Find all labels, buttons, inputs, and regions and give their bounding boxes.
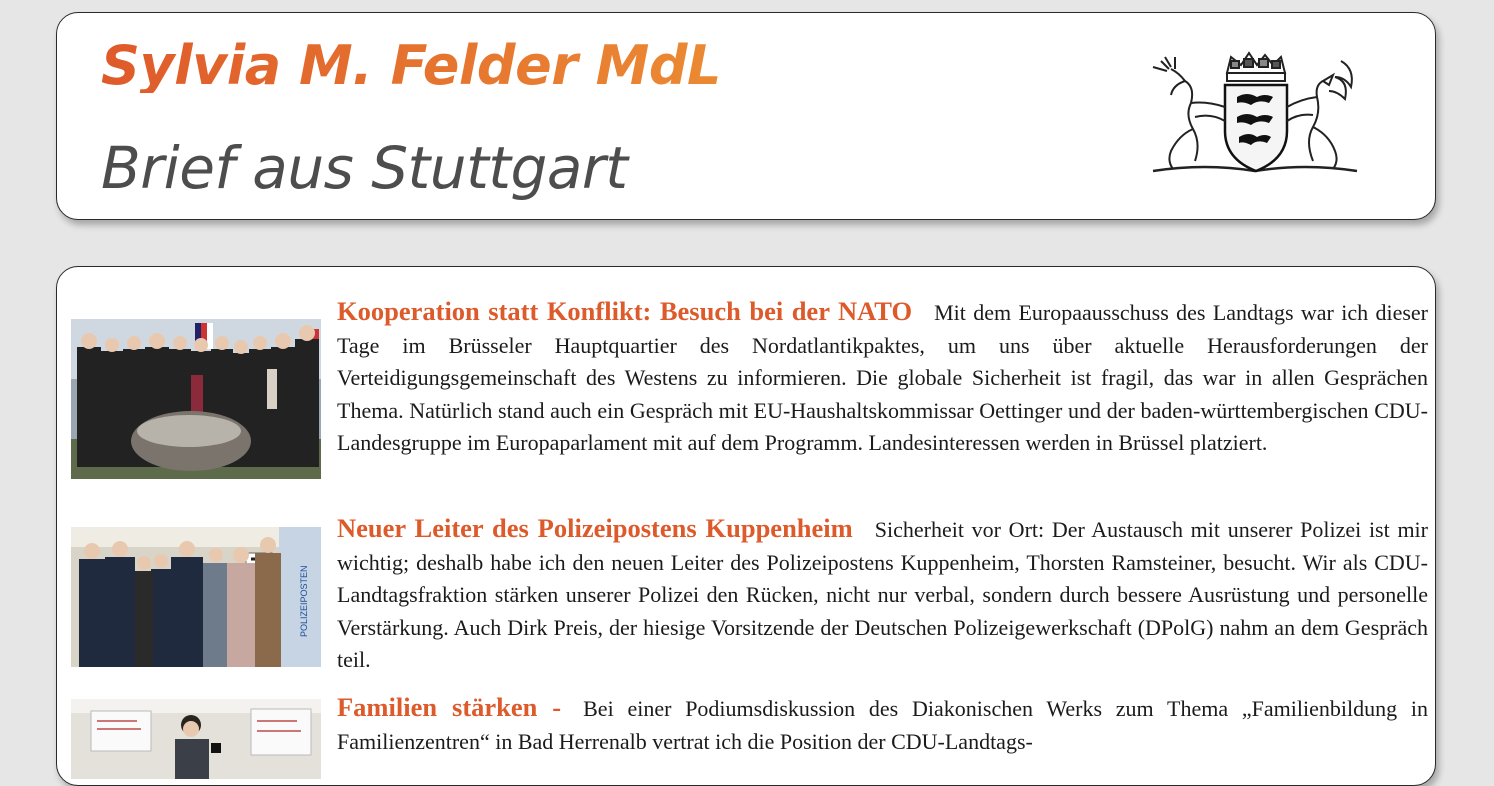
police-station-photo (71, 527, 321, 667)
article-headline: Familien stärken - (337, 692, 562, 722)
nato-group-photo (71, 319, 321, 479)
article-headline: Neuer Leiter des Polizeipostens Kuppenheim (337, 513, 853, 543)
article-headline: Kooperation statt Konflikt: Besuch bei der NATO (337, 296, 913, 326)
newsletter-body (56, 266, 1436, 786)
article-body: Mit dem Europaausschuss des Landtags war ich dieser Tage im Brüsseler Hauptquartier des Nordatlantikpaktes, um uns über aktuelle Herausforderungen der Verteidigungsgemeinschaft des Westens zu informieren. Die globale Sicherheit ist fragil, das war in allen Gesprächen Thema. Natürlich stand auch ein Gespräch mit EU-Haushaltskommissar Oettinger und der baden-württembergischen CDU-Landesgruppe im Europaparlament mit auf dem Programm. Landesinteressen werden in Brüssel platziert. (337, 300, 1428, 455)
article-body: Sicherheit vor Ort: Der Austausch mit unserer Polizei ist mir wichtig; deshalb habe ich den neuen Leiter des Polizeipostens Kuppenheim, Thorsten Ramsteiner, besucht. Wir als CDU-Landtagsfraktion stärken unserer Polizei den Rücken, nicht nur verbal, sondern durch bessere Ausrüstung und personelle Verstärkung. Auch Dirk Preis, der hiesige Vorsitzende der Deutschen Polizeigewerkschaft (DPolG) nahm an dem Gespräch teil. (337, 517, 1428, 672)
article-text (337, 691, 1428, 758)
police-sign-text: POLIZEIPOSTEN (299, 565, 309, 637)
article-text (337, 295, 1428, 460)
author-name: Sylvia M. Felder MdL (101, 34, 721, 97)
article-text (337, 512, 1428, 677)
letter-header (56, 12, 1436, 220)
podium-discussion-photo (71, 699, 321, 779)
state-coat-of-arms-icon (1145, 51, 1365, 177)
article-body: Bei einer Podiumsdiskussion des Diakonischen Werks zum Thema „Familienbildung in Familienzentren“ in Bad Herrenalb vertrat ich die Position der CDU-Landtags- (337, 696, 1428, 754)
newsletter-title: Brief aus Stuttgart (101, 134, 628, 202)
